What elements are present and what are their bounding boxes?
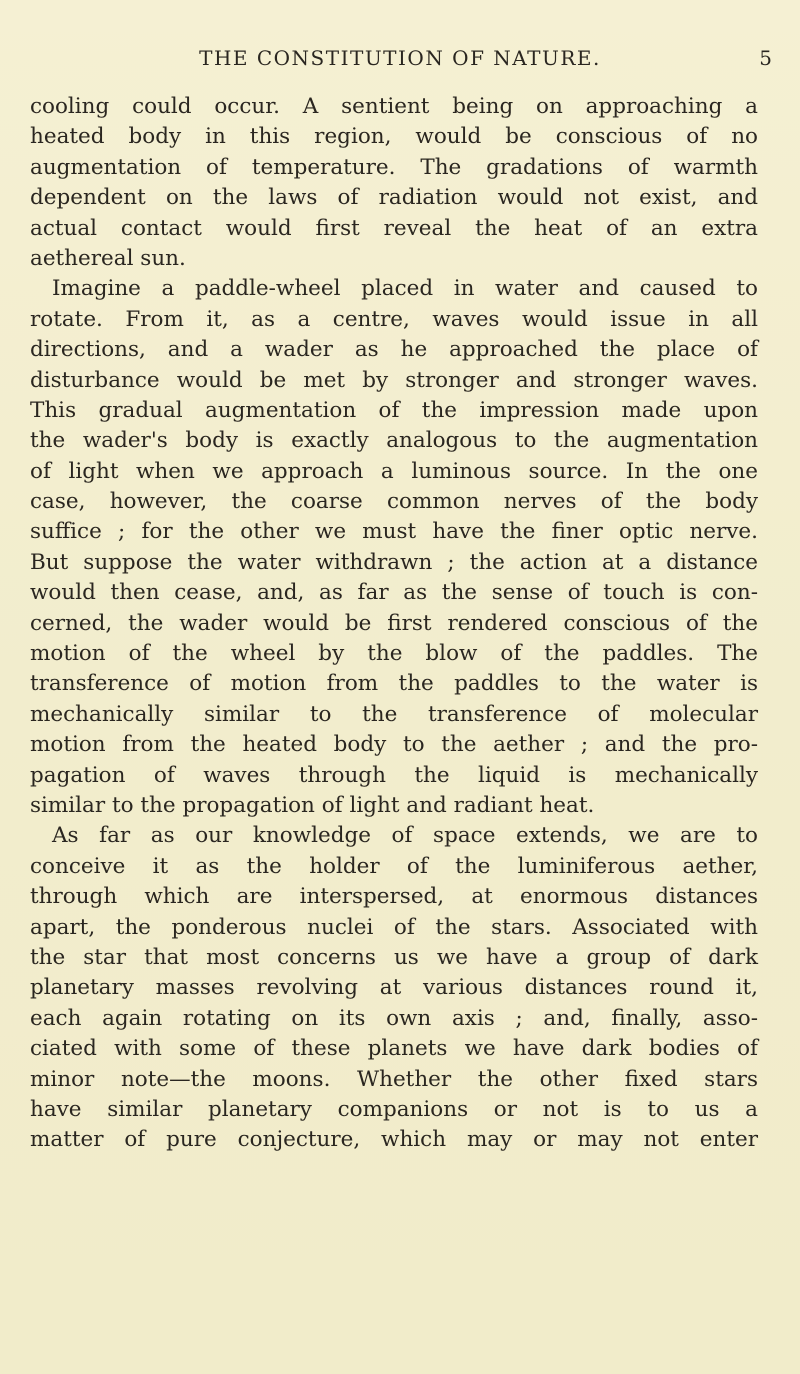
text-line: Imagine a paddle-wheel placed in water and caused to <box>52 276 758 302</box>
text-line: dependent on the laws of radiation would not exist, and <box>30 185 758 211</box>
text-line: of light when we approach a luminous source. In the one <box>30 458 758 484</box>
text-line: motion of the wheel by the blow of the paddles. The <box>30 641 758 667</box>
text-line: motion from the heated body to the aether ; and the pro- <box>30 732 758 758</box>
text-line: As far as our knowledge of space extends, we are to <box>52 823 758 849</box>
text-line: aethereal sun. <box>30 245 186 271</box>
page-number: 5 <box>759 46 772 70</box>
text-line: pagation of waves through the liquid is mechanically <box>30 762 758 788</box>
text-line: the wader's body is exactly analogous to the augmentation <box>30 428 758 454</box>
body-text <box>30 92 758 1156</box>
text-line: matter of pure conjecture, which may or may not enter <box>30 1127 758 1153</box>
text-line: transference of motion from the paddles to the water is <box>30 671 758 697</box>
text-line: apart, the ponderous nuclei of the stars. Associated with <box>30 914 758 940</box>
text-line: minor note—the moons. Whether the other fixed stars <box>30 1066 758 1092</box>
text-line: This gradual augmentation of the impression made upon <box>30 397 758 423</box>
running-head: THE CONSTITUTION OF NATURE. <box>199 46 601 70</box>
text-line: similar to the propagation of light and radiant heat. <box>30 792 595 818</box>
text-line: actual contact would first reveal the heat of an extra <box>30 215 758 241</box>
text-line: disturbance would be met by stronger and stronger waves. <box>30 367 758 393</box>
text-line: cooling could occur. A sentient being on approaching a <box>30 94 758 119</box>
text-line: augmentation of temperature. The gradations of warmth <box>30 154 758 180</box>
text-line: the star that most concerns us we have a group of dark <box>30 944 758 970</box>
text-line: rotate. From it, as a centre, waves would issue in all <box>30 306 758 332</box>
text-line: planetary masses revolving at various distances round it, <box>30 975 758 1001</box>
text-line: But suppose the water withdrawn ; the action at a distance <box>30 549 758 575</box>
text-line: through which are interspersed, at enormous distances <box>30 884 758 910</box>
text-line: ciated with some of these planets we have dark bodies of <box>30 1036 758 1062</box>
page-header <box>30 46 770 76</box>
text-line: each again rotating on its own axis ; and, finally, asso- <box>30 1005 758 1031</box>
text-line: mechanically similar to the transference of molecular <box>30 701 758 727</box>
text-line: heated body in this region, would be conscious of no <box>30 124 758 150</box>
text-line: cerned, the wader would be first rendered conscious of the <box>30 610 758 636</box>
text-line: suffice ; for the other we must have the finer optic nerve. <box>30 519 758 545</box>
text-line: case, however, the coarse common nerves of the body <box>30 489 758 515</box>
text-line: would then cease, and, as far as the sense of touch is con- <box>30 580 758 606</box>
text-line: directions, and a wader as he approached the place of <box>30 337 758 363</box>
text-line: conceive it as the holder of the luminiferous aether, <box>30 853 758 879</box>
text-line: have similar planetary companions or not is to us a <box>30 1096 758 1122</box>
